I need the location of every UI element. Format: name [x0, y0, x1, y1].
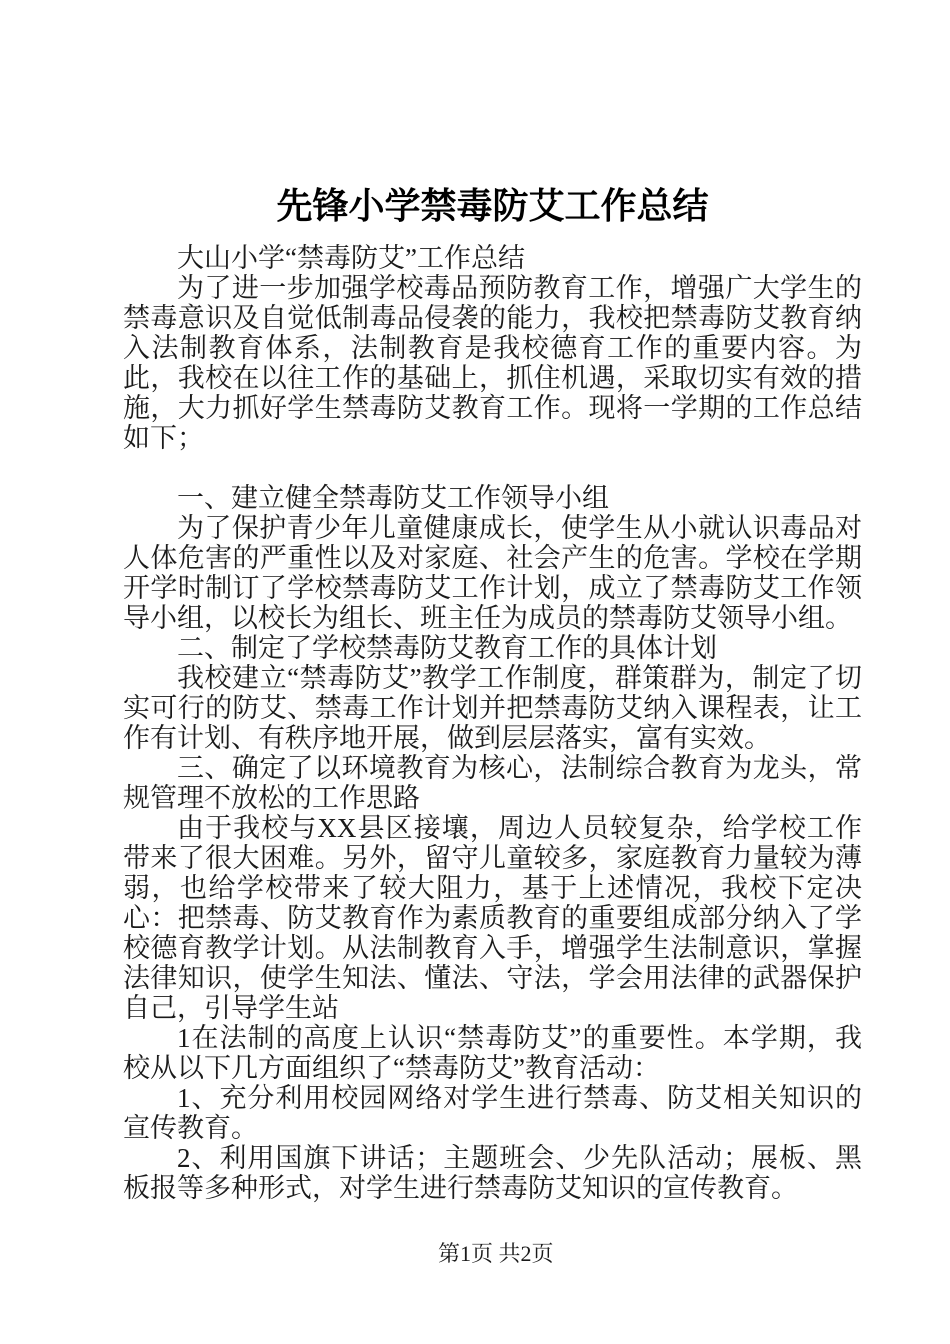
document-body — [123, 243, 862, 1203]
subtitle-line: 大山小学“禁毒防艾”工作总结 — [177, 243, 525, 273]
activity-item-2-paragraph: 2、利用国旗下讲话；主题班会、少先队活动；展板、黑板报等多种形式，对学生进行禁毒防艾知识的宣传教育。 — [123, 1143, 862, 1203]
document-content — [123, 184, 862, 1203]
law-awareness-paragraph: 1在法制的高度上认识“禁毒防艾”的重要性。本学期，我校从以下几方面组织了“禁毒防艾”教育活动： — [123, 1023, 862, 1083]
section-3-body: 由于我校与XX县区接壤，周边人员较复杂，给学校工作带来了很大困难。另外，留守儿童较多，家庭教育力量较为薄弱，也给学校带来了较大阻力，基于上述情况，我校下定决心：把禁毒、防艾教育作为素质教育的重要组成部分纳入了学校德育教学计划。从法制教育入手，增强学生法制意识，掌握法律知识，使学生知法、懂法、守法，学会用法律的武器保护自己，引导学生站 — [123, 813, 862, 1023]
section-2-body: 我校建立“禁毒防艾”教学工作制度，群策群为，制定了切实可行的防艾、禁毒工作计划并把禁毒防艾纳入课程表，让工作有计划、有秩序地开展，做到层层落实，富有实效。 — [123, 663, 862, 753]
section-1-heading: 一、建立健全禁毒防艾工作领导小组 — [177, 483, 609, 513]
intro-paragraph: 为了进一步加强学校毒品预防教育工作，增强广大学生的禁毒意识及自觉低制毒品侵袭的能力，我校把禁毒防艾教育纳入法制教育体系，法制教育是我校德育工作的重要内容。为此，我校在以往工作的基础上，抓住机遇，采取切实有效的措施，大力抓好学生禁毒防艾教育工作。现将一学期的工作总结如下； — [123, 273, 862, 453]
page-number-footer: 第1页 共2页 — [438, 1241, 554, 1266]
section-3-heading: 三、确定了以环境教育为核心，法制综合教育为龙头，常规管理不放松的工作思路 — [123, 753, 862, 813]
section-1-body: 为了保护青少年儿童健康成长，使学生从小就认识毒品对人体危害的严重性以及对家庭、社会产生的危害。学校在学期开学时制订了学校禁毒防艾工作计划，成立了禁毒防艾工作领导小组，以校长为组长、班主任为成员的禁毒防艾领导小组。 — [123, 513, 862, 633]
document-title-text: 先锋小学禁毒防艾工作总结 — [276, 185, 709, 226]
section-2-heading: 二、制定了学校禁毒防艾教育工作的具体计划 — [177, 633, 717, 663]
document-title — [123, 184, 862, 228]
activity-item-1-paragraph: 1、充分利用校园网络对学生进行禁毒、防艾相关知识的宣传教育。 — [123, 1083, 862, 1143]
blank-line — [123, 453, 862, 483]
